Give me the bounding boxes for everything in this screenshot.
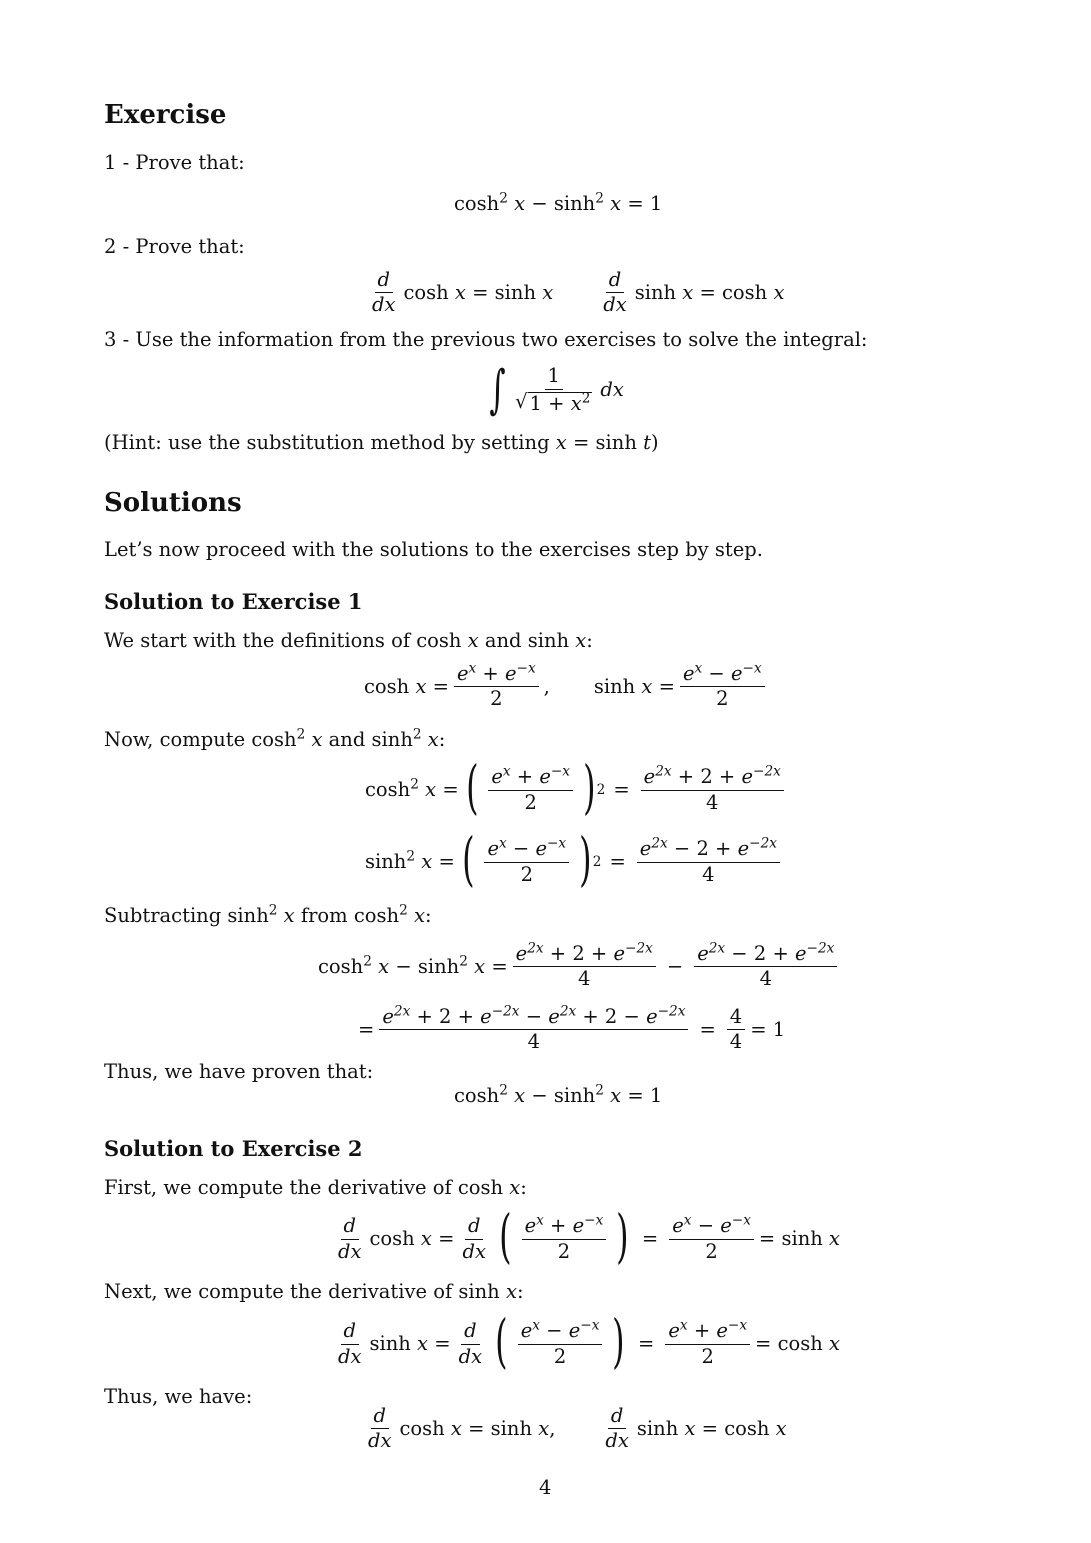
equation-identity: $\cosh^2 x - \sinh^2 x = 1$ [454,190,663,215]
heading-solutions: Solutions [104,488,242,518]
equation-cosh-squared: $\cosh^2 x$ = ( $\frac{e^x + e^{-x}}{2}$ ) 2 = $\frac{e^{2x} + 2 + e^{-2x}}{4}$ [365,764,787,816]
equation-simplification: = $\frac{e^{2x} + 2 + e^{-2x} - e^{2x} + 2 - e^{-2x}}{4}$ = $\frac{4}{4}$ = 1 [358,1003,786,1054]
equation-integral: ∫ 1 √ $1 + x^2$ dx [489,360,624,420]
heading-solution-1: Solution to Exercise 1 [104,589,363,614]
exercise-1-text: 1 - Prove that: [104,151,245,174]
exercise-3-text: 3 - Use the information from the previous two exercises to solve the integral: [104,328,868,351]
page-number: 4 [539,1476,552,1499]
equation-subtraction: $\cosh^2 x - \sinh^2 x$ = $\frac{e^{2x} + 2 + e^{-2x}}{4}$ − $\frac{e^{2x} - 2 + e^{-2x}}{4}$ [318,944,840,990]
equation-derivative-sinh: $\frac{d}{dx}$ sinh x = $\frac{d}{dx}$ ( $\frac{e^x - e^{-x}}{2}$ ) = $\frac{e^x + e^{-x}}{2}$ = cosh x [338,1307,841,1375]
solution-2-conclusion-text: Thus, we have: [104,1385,253,1408]
solution-2-first-text: First, we compute the derivative of cosh x: [104,1176,527,1199]
equation-derivative-cosh: $\frac{d}{dx}$ cosh x = $\frac{d}{dx}$ ( $\frac{e^x + e^{-x}}{2}$ ) = $\frac{e^x - e^{-x}}{2}$ = sinh x [338,1202,841,1270]
solution-1-defs-text: We start with the definitions of cosh x and sinh x: [104,629,593,652]
solutions-intro: Let’s now proceed with the solutions to the exercises step by step. [104,538,763,561]
equation-definitions: cosh x = $\frac{e^x + e^{-x}}{2}$ , sinh x = $\frac{e^x - e^{-x}}{2}$ [364,664,768,710]
heading-solution-2: Solution to Exercise 2 [104,1136,363,1161]
solution-1-conclusion-text: Thus, we have proven that: [104,1060,374,1083]
equation-derivatives: $\frac{d}{dx}$ cosh x = sinh x $\frac{d}{dx}$ sinh x = cosh x [372,268,785,317]
solution-2-next-text: Next, we compute the derivative of sinh x: [104,1280,524,1303]
solution-1-compute-text: Now, compute $\cosh^2 x$ and $\sinh^2 x$: [104,726,446,751]
hint-text: (Hint: use the substitution method by setting x = sinh t) [104,431,659,454]
exercise-2-text: 2 - Prove that: [104,235,245,258]
solution-1-subtract-text: Subtracting $\sinh^2 x$ from $\cosh^2 x$: [104,902,432,927]
heading-exercise: Exercise [104,100,227,130]
equation-sinh-squared: $\sinh^2 x$ = ( $\frac{e^x - e^{-x}}{2}$ ) 2 = $\frac{e^{2x} - 2 + e^{-2x}}{4}$ [365,836,783,888]
equation-identity-proven: $\cosh^2 x - \sinh^2 x = 1$ [454,1082,663,1107]
equation-derivatives-result: $\frac{d}{dx}$ cosh x = sinh x, $\frac{d}{dx}$ sinh x = cosh x [368,1404,787,1453]
